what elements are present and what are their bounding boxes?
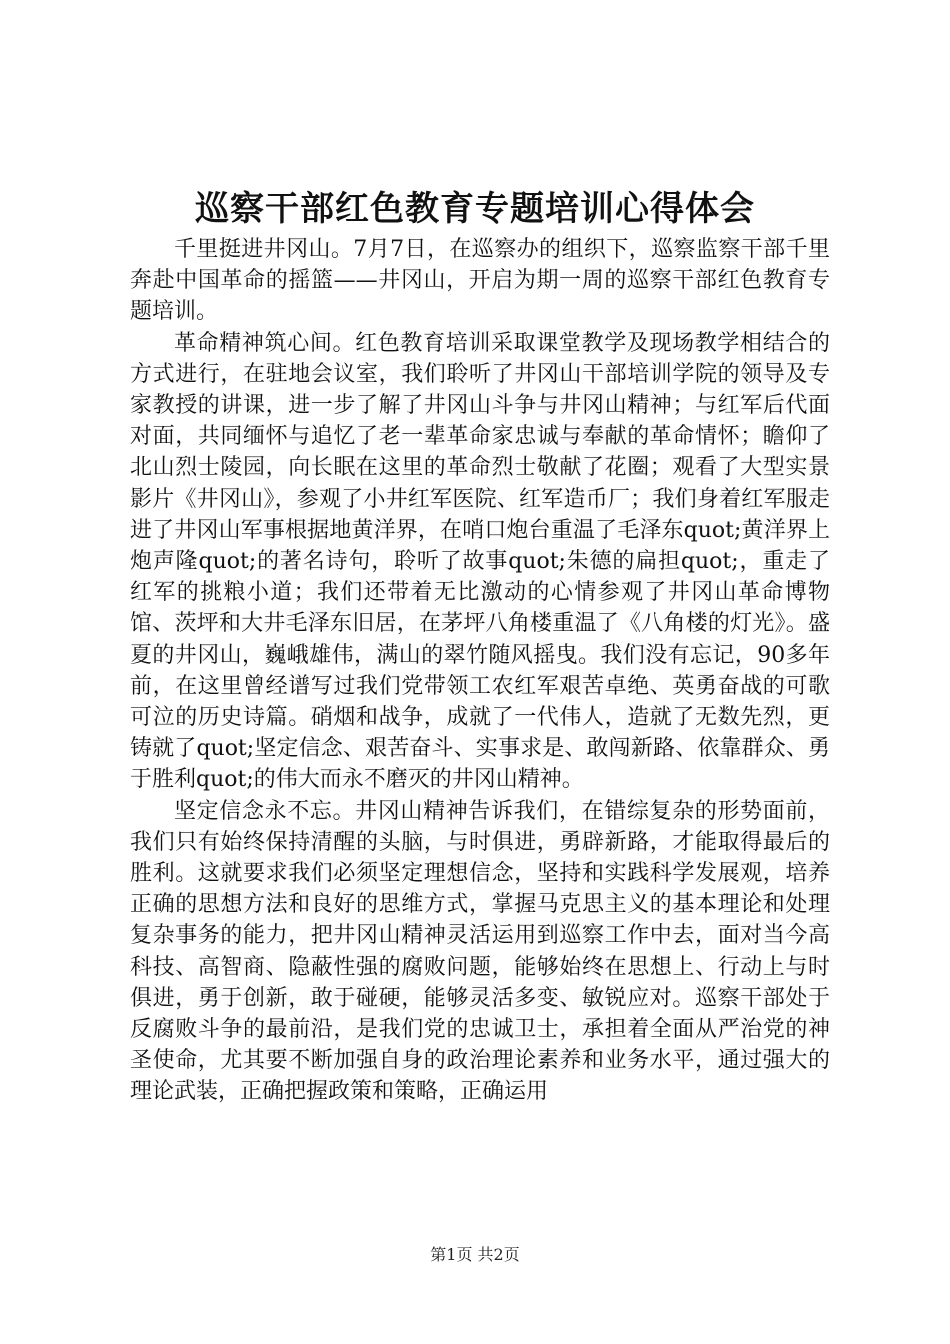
paragraph-2: 革命精神筑心间。红色教育培训采取课堂教学及现场教学相结合的方式进行，在驻地会议室，我们聆听了井冈山干部培训学院的领导及专家教授的讲课，进一步了解了井冈山斗争与井冈山精神；与红军后代面对面，共同缅怀与追忆了老一辈革命家忠诚与奉献的革命情怀；瞻仰了北山烈士陵园，向长眠在这里的革命烈士敬献了花圈；观看了大型实景影片《井冈山》，参观了小井红军医院、红军造币厂；我们身着红军服走进了井冈山军事根据地黄洋界，在哨口炮台重温了毛泽东quot;黄洋界上炮声隆quot;的著名诗句，聆听了故事quot;朱德的扁担quot;，重走了红军的挑粮小道；我们还带着无比激动的心情参观了井冈山革命博物馆、茨坪和大井毛泽东旧居，在茅坪八角楼重温了《八角楼的灯光》。盛夏的井冈山，巍峨雄伟，满山的翠竹随风摇曳。我们没有忘记，90多年前，在这里曾经谱写过我们党带领工农红军艰苦卓绝、英勇奋战的可歌可泣的历史诗篇。硝烟和战争，成就了一代伟人，造就了无数先烈，更铸就了quot;坚定信念、艰苦奋斗、实事求是、敢闯新路、依靠群众、勇于胜利quot;的伟大而永不磨灭的井冈山精神。 (130, 330, 830, 793)
document-title: 巡察干部红色教育专题培训心得体会 (195, 189, 755, 229)
paragraph-3: 坚定信念永不忘。井冈山精神告诉我们，在错综复杂的形势面前，我们只有始终保持清醒的头脑，与时俱进，勇辟新路，才能取得最后的胜利。这就要求我们必须坚定理想信念，坚持和实践科学发展观，培养正确的思想方法和良好的思维方式，掌握马克思主义的基本理论和处理复杂事务的能力，把井冈山精神灵活运用到巡察工作中去，面对当今高科技、高智商、隐蔽性强的腐败问题，能够始终在思想上、行动上与时俱进，勇于创新，敢于碰硬，能够灵活多变、敏锐应对。巡察干部处于反腐败斗争的最前沿，是我们党的忠诚卫士，承担着全面从严治党的神圣使命，尤其要不断加强自身的政治理论素养和业务水平，通过强大的理论武装，正确把握政策和策略，正确运用 (130, 798, 830, 1105)
document-body (130, 234, 830, 1108)
paragraph-1: 千里挺进井冈山。7月7日，在巡察办的组织下，巡察监察干部千里奔赴中国革命的摇篮——井冈山，开启为期一周的巡察干部红色教育专题培训。 (130, 237, 830, 325)
page-number-footer: 第1页 共2页 (430, 1245, 520, 1264)
